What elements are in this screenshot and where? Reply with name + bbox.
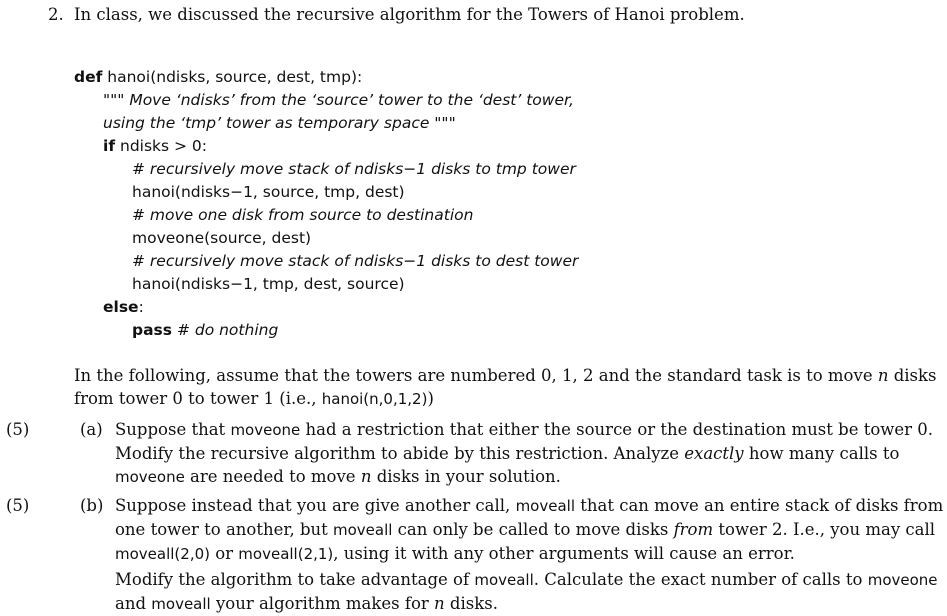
code-line-3: using the ‘tmp’ tower as temporary space """ bbox=[103, 114, 456, 132]
part-b-text bbox=[115, 494, 945, 566]
part-b-paragraph-2 bbox=[115, 568, 945, 616]
keyword-else: else bbox=[103, 298, 139, 316]
code-line-4 bbox=[74, 135, 694, 158]
code-text: ndisks > 0: bbox=[115, 137, 208, 155]
code-comment: # do nothing bbox=[172, 321, 279, 339]
code-line-5: # recursively move stack of ndisks−1 disks to tmp tower bbox=[132, 160, 576, 178]
part-text: tower 2. I.e., you may call bbox=[713, 520, 936, 539]
code-call: moveall bbox=[515, 497, 575, 515]
part-text: disks. bbox=[444, 594, 498, 613]
intro-paragraph bbox=[74, 364, 946, 411]
code-call: moveone bbox=[867, 571, 938, 589]
emphasis: from bbox=[673, 520, 714, 539]
code-line-12 bbox=[74, 319, 694, 342]
code-line-1 bbox=[74, 66, 694, 89]
code-line-6: hanoi(ndisks−1, source, tmp, dest) bbox=[132, 183, 405, 201]
code-line-7: # move one disk from source to destination bbox=[132, 206, 474, 224]
math-n: n bbox=[877, 366, 889, 385]
part-text: Modify the algorithm to take advantage of bbox=[115, 570, 475, 589]
part-label-b: (b) bbox=[80, 496, 104, 515]
code-block bbox=[74, 66, 694, 342]
code-text: hanoi(ndisks, source, dest, tmp): bbox=[102, 68, 363, 86]
part-a-text bbox=[115, 418, 945, 489]
intro-text: ) bbox=[427, 389, 434, 408]
part-text: disks in your solution. bbox=[371, 467, 561, 486]
code-call: moveone bbox=[115, 468, 185, 486]
code-text: : bbox=[138, 298, 144, 316]
part-text: Suppose that bbox=[115, 420, 231, 439]
question-text: In class, we discussed the recursive algorithm for the Towers of Hanoi problem. bbox=[74, 5, 745, 24]
part-text: and bbox=[115, 594, 152, 613]
code-call: moveall(2,0) bbox=[115, 545, 210, 563]
math-n: n bbox=[434, 594, 445, 613]
part-label-a: (a) bbox=[80, 420, 103, 439]
question-number: 2. bbox=[48, 5, 64, 24]
part-text: that can move an entire stack of disks from one tower to another, but bbox=[115, 496, 944, 539]
code-line-10: hanoi(ndisks−1, tmp, dest, source) bbox=[132, 275, 405, 293]
points-a: (5) bbox=[6, 420, 30, 439]
code-call: moveall bbox=[474, 571, 534, 589]
part-text: are needed to move bbox=[184, 467, 361, 486]
points-b: (5) bbox=[6, 496, 30, 515]
part-text: had a restriction that either the source or the destination must be tower 0. Modify the recursive algorithm to abide by this restriction. Analyze bbox=[115, 420, 934, 463]
part-text: Suppose instead that you are give another call, bbox=[115, 496, 516, 515]
code-line-2: """ Move ‘ndisks’ from the ‘source’ tower to the ‘dest’ tower, bbox=[103, 91, 574, 109]
code-call: moveall(2,1) bbox=[238, 545, 334, 563]
code-line-8: moveone(source, dest) bbox=[132, 229, 312, 247]
part-text: , using it with any other arguments will cause an error. bbox=[333, 544, 795, 563]
keyword-if: if bbox=[103, 137, 116, 155]
part-text: can only be called to move disks bbox=[392, 520, 674, 539]
emphasis: exactly bbox=[684, 444, 744, 463]
code-call: hanoi(n,0,1,2) bbox=[321, 390, 428, 408]
code-call: moveone bbox=[230, 421, 301, 439]
intro-text: In the following, assume that the towers are numbered 0, 1, 2 and the standard task is to move bbox=[74, 366, 878, 385]
code-line-9: # recursively move stack of ndisks−1 disks to dest tower bbox=[132, 252, 579, 270]
math-n: n bbox=[360, 467, 372, 486]
code-call: moveall bbox=[151, 595, 211, 613]
intro-text: disks from tower 0 to tower 1 (i.e., bbox=[74, 366, 937, 408]
code-call: moveall bbox=[333, 521, 393, 539]
part-text: how many calls to bbox=[743, 444, 900, 463]
part-text: your algorithm makes for bbox=[210, 594, 435, 613]
part-text: or bbox=[209, 544, 239, 563]
keyword-def: def bbox=[74, 68, 103, 86]
keyword-pass: pass bbox=[132, 321, 173, 339]
part-text: . Calculate the exact number of calls to bbox=[533, 570, 868, 589]
code-line-11 bbox=[74, 296, 694, 319]
